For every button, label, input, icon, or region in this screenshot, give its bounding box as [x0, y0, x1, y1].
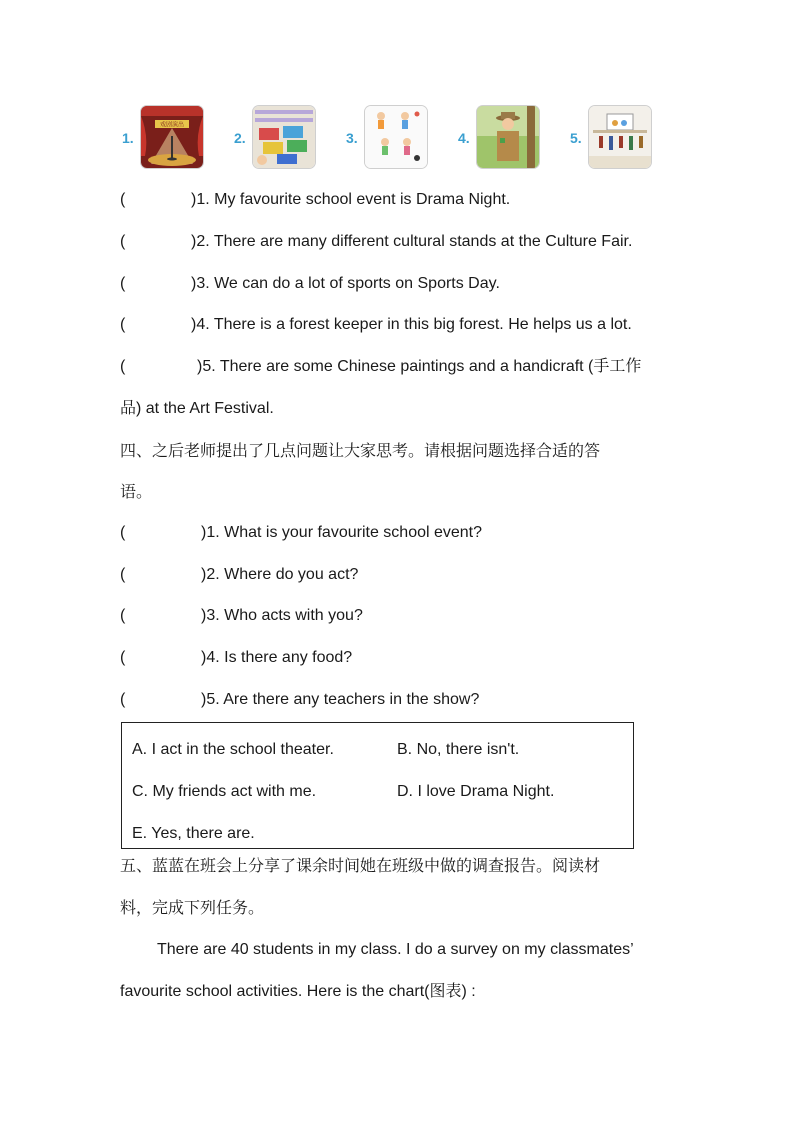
picture-number: 5. [570, 130, 582, 146]
stage-sign-text: 戏剧演出 [159, 121, 185, 129]
option-b: B. No, there isn't. [397, 741, 520, 758]
section-4-heading-line2: 语。 [120, 482, 153, 501]
colorful-books-icon [253, 106, 315, 168]
picture-number: 2. [234, 130, 246, 146]
art-exhibition-icon [589, 106, 651, 168]
question-text: )2. Where do you act? [201, 566, 359, 583]
answer-paren[interactable]: ( [120, 316, 126, 333]
answer-paren[interactable]: ( [120, 691, 126, 708]
survey-paragraph-line1: There are 40 students in my class. I do a survey on my classmates’ [157, 941, 634, 958]
picture-number: 1. [122, 130, 134, 146]
option-c: C. My friends act with me. [132, 783, 317, 800]
option-d: D. I love Drama Night. [397, 783, 555, 800]
drama-stage-icon [141, 106, 203, 168]
section-5-heading-line1: 五、蓝蓝在班会上分享了课余时间她在班级中做的调查报告。阅读材 [120, 856, 601, 875]
question-text: )5. Are there any teachers in the show? [201, 691, 480, 708]
answer-paren[interactable]: ( [120, 566, 126, 583]
answer-paren[interactable]: ( [120, 191, 126, 208]
statement-text: )2. There are many different cultural stands at the Culture Fair. [191, 233, 633, 250]
kids-sports-icon [365, 106, 427, 168]
answer-paren[interactable]: ( [120, 275, 126, 292]
answer-options-box [121, 722, 634, 849]
option-e: E. Yes, there are. [132, 825, 255, 842]
question-text: )1. What is your favourite school event? [201, 524, 483, 541]
statement-5-continued: 品) at the Art Festival. [120, 400, 274, 417]
option-a: A. I act in the school theater. [132, 741, 334, 758]
question-text: )4. Is there any food? [201, 649, 353, 666]
statement-text: )3. We can do a lot of sports on Sports Day. [191, 275, 500, 292]
answer-paren[interactable]: ( [120, 524, 126, 541]
section-4-heading-line1: 四、之后老师提出了几点问题让大家思考。请根据问题选择合适的答 [120, 441, 601, 460]
question-text: )3. Who acts with you? [201, 607, 363, 624]
answer-paren[interactable]: ( [120, 358, 126, 375]
picture-number: 4. [458, 130, 470, 146]
answer-paren[interactable]: ( [120, 233, 126, 250]
survey-paragraph-line2: favourite school activities. Here is the chart(图表) : [120, 983, 476, 1000]
picture-row [120, 106, 660, 170]
statement-text: )5. There are some Chinese paintings and a handicraft (手工作 [197, 358, 642, 375]
forest-keeper-icon [477, 106, 539, 168]
answer-paren[interactable]: ( [120, 649, 126, 666]
section-5-heading-line2: 料，完成下列任务。 [120, 898, 265, 917]
statement-text: )4. There is a forest keeper in this big forest. He helps us a lot. [191, 316, 632, 333]
picture-number: 3. [346, 130, 358, 146]
answer-paren[interactable]: ( [120, 607, 126, 624]
statement-text: )1. My favourite school event is Drama Night. [191, 191, 511, 208]
